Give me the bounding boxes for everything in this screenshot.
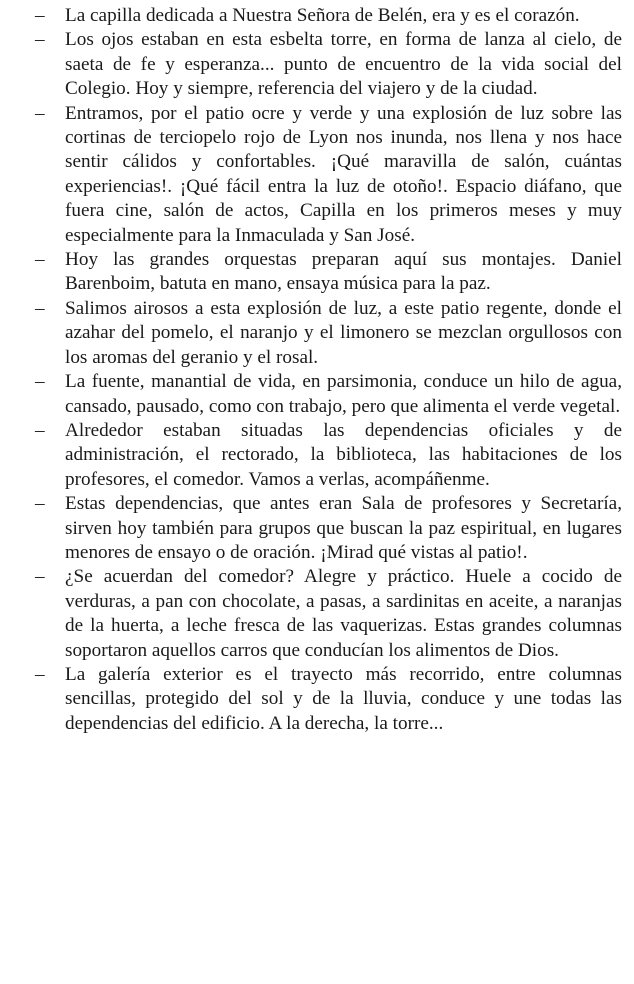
- dash-bullet: –: [35, 493, 45, 515]
- dash-bullet: –: [35, 371, 45, 393]
- list-item-text: Los ojos estaban en esta esbelta torre, en forma de lanza al cielo, de saeta de fe y esperanza... punto de encuentro de la vida social del Colegio. Hoy y siempre, referencia del viajero y de la ciudad.: [65, 29, 622, 100]
- paragraph-list: [35, 4, 622, 736]
- list-item: [35, 248, 622, 297]
- dash-bullet: –: [35, 102, 45, 124]
- dash-bullet: –: [35, 29, 45, 51]
- dash-bullet: –: [35, 249, 45, 271]
- list-item-text: La fuente, manantial de vida, en parsimonia, conduce un hilo de agua, cansado, pausado, como con trabajo, pero que alimenta el verde vegetal.: [65, 371, 622, 417]
- list-item-text: Hoy las grandes orquestas preparan aquí sus montajes. Daniel Barenboim, batuta en mano, ensaya música para la paz.: [65, 249, 622, 295]
- list-item-text: Alrededor estaban situadas las dependencias oficiales y de administración, el rectorado, la biblioteca, las habitaciones de los profesores, el comedor. Vamos a verlas, acompáñenme.: [65, 419, 622, 490]
- list-item: [35, 663, 622, 736]
- list-item: [35, 419, 622, 492]
- list-item-text: Entramos, por el patio ocre y verde y una explosión de luz sobre las cortinas de terciopelo rojo de Lyon nos inunda, nos llena y nos hace sentir cálidos y confortables. ¡Qué maravilla de salón, cuántas experiencias!. ¡Qué fácil entra la luz de otoño!. Espacio diáfano, que fuera cine, salón de actos, Capilla en los primeros meses y muy especialmente para la Inmaculada y San José.: [65, 102, 622, 246]
- dash-bullet: –: [35, 297, 45, 319]
- list-item: [35, 297, 622, 370]
- dash-bullet: –: [35, 419, 45, 441]
- list-item: [35, 28, 622, 101]
- dash-bullet: –: [35, 566, 45, 588]
- list-item-text: La capilla dedicada a Nuestra Señora de Belén, era y es el corazón.: [65, 5, 580, 26]
- list-item-text: ¿Se acuerdan del comedor? Alegre y práctico. Huele a cocido de verduras, a pan con chocolate, a pasas, a sardinitas en aceite, a naranjas de la huerta, a leche fresca de las vaquerizas. Estas grandes columnas soportaron aquellos carros que conducían los alimentos de Dios.: [65, 566, 622, 661]
- list-item: [35, 370, 622, 419]
- list-item-text: La galería exterior es el trayecto más recorrido, entre columnas sencillas, protegido del sol y de la lluvia, conduce y une todas las dependencias del edificio. A la derecha, la torre...: [65, 663, 622, 734]
- dash-bullet: –: [35, 5, 45, 26]
- list-item: [35, 102, 622, 248]
- list-item: [35, 4, 622, 28]
- list-item: [35, 565, 622, 663]
- list-item-text: Estas dependencias, que antes eran Sala de profesores y Secretaría, sirven hoy también para grupos que buscan la paz espiritual, en lugares menores de ensayo o de oración. ¡Mirad qué vistas al patio!.: [65, 493, 622, 563]
- list-item-text: Salimos airosos a esta explosión de luz, a este patio regente, donde el azahar del pomelo, el naranjo y el limonero se mezclan orgullosos con los aromas del geranio y el rosal.: [65, 297, 622, 368]
- list-item: [35, 492, 622, 565]
- dash-bullet: –: [35, 663, 45, 685]
